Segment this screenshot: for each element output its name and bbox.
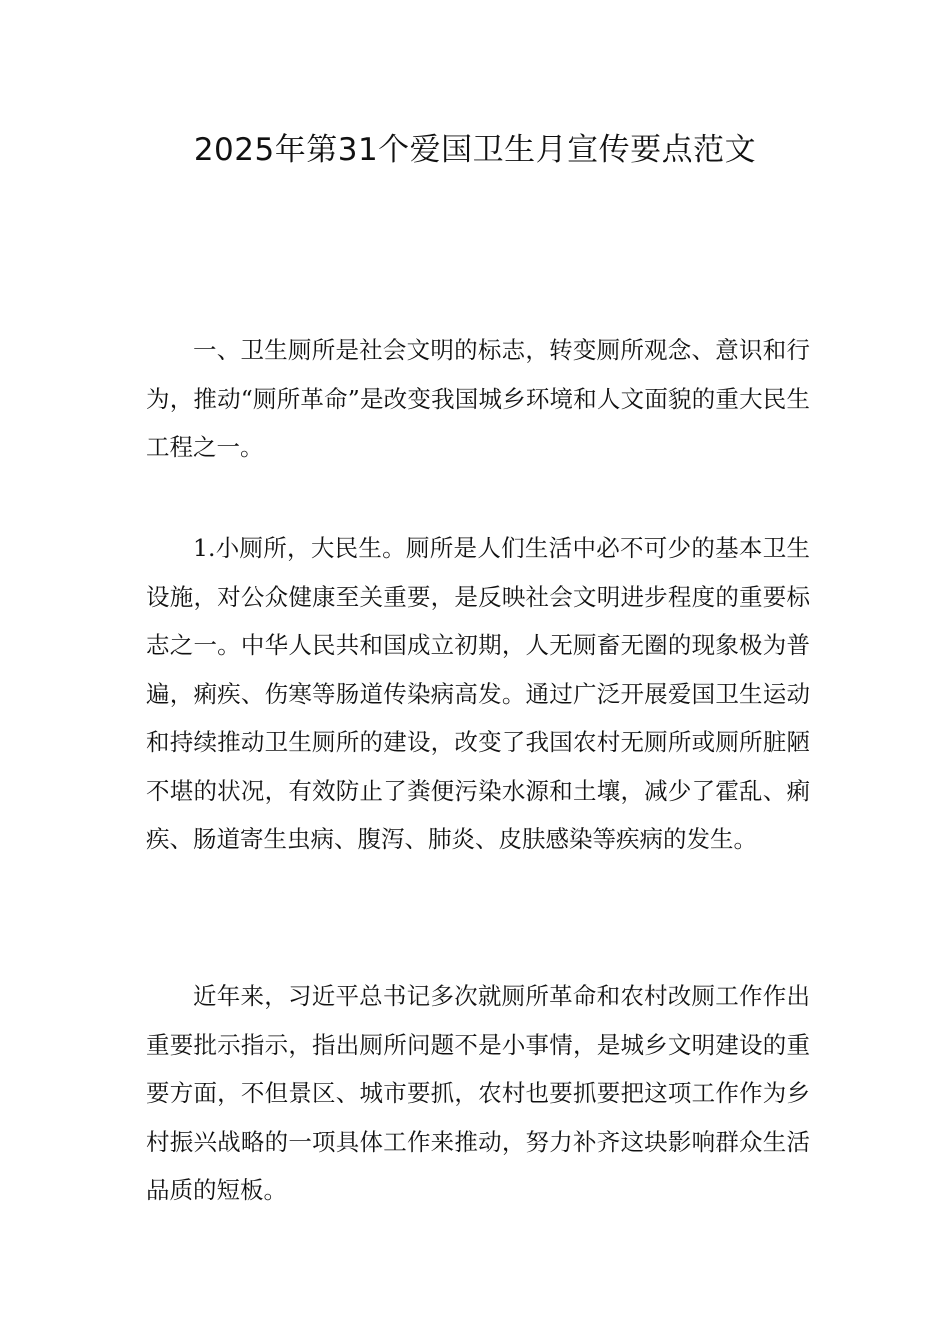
document-title: 2025年第31个爱国卫生月宣传要点范文 xyxy=(193,132,757,168)
paragraph-3: 近年来，习近平总书记多次就厕所革命和农村改厕工作作出重要批示指示，指出厕所问题不是小事情，是城乡文明建设的重要方面，不但景区、城市要抓，农村也要抓要把这项工作作为乡村振兴战略的一项具体工作来推动，努力补齐这块影响群众生活品质的短板。 xyxy=(146,982,810,1204)
paragraph-2: 1.小厕所，大民生。厕所是人们生活中必不可少的基本卫生设施，对公众健康至关重要，是反映社会文明进步程度的重要标志之一。中华人民共和国成立初期，人无厕畜无圈的现象极为普遍，痢疾、伤寒等肠道传染病高发。通过广泛开展爱国卫生运动和持续推动卫生厕所的建设，改变了我国农村无厕所或厕所脏陋不堪的状况，有效防止了粪便污染水源和土壤，减少了霍乱、痢疾、肠道寄生虫病、腹泻、肺炎、皮肤感染等疾病的发生。 xyxy=(146,534,810,853)
paragraph-1: 一、卫生厕所是社会文明的标志，转变厕所观念、意识和行为，推动“厕所革命”是改变我国城乡环境和人文面貌的重大民生工程之一。 xyxy=(146,336,810,461)
